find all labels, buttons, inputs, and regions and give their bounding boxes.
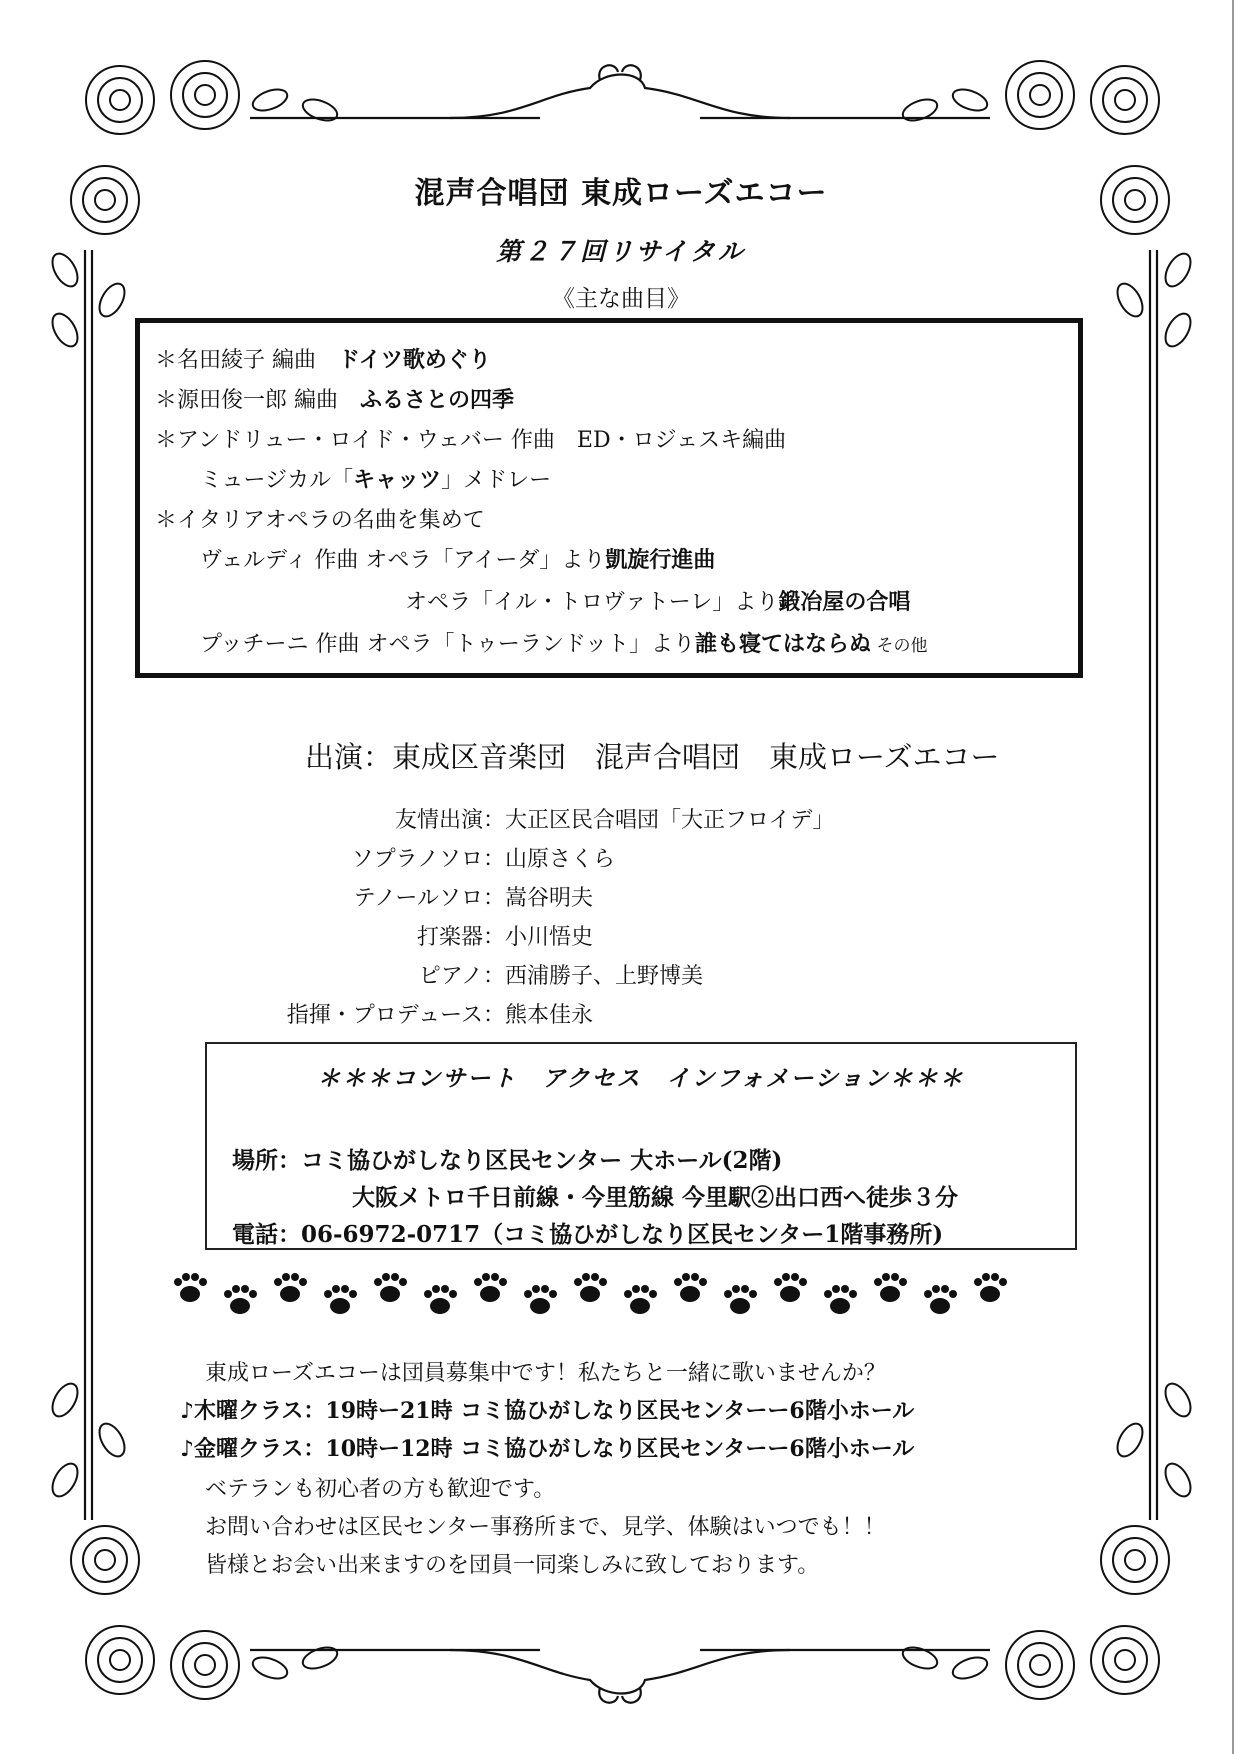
program-line: ミュージカル「キャッツ」メドレー xyxy=(200,467,552,493)
program-line: オペラ「イル・トロヴァトーレ」より鍛冶屋の合唱 xyxy=(405,589,911,615)
program-line: ＊イタリアオペラの名曲を集めて xyxy=(155,508,485,533)
phone-line: 電話：06-6972-0717（コミ協ひがしなり区民センター1階事務所) xyxy=(232,1221,944,1248)
class-friday: ♪金曜クラス：10時ー12時 コミ協ひがしなり区民センターー6階小ホール xyxy=(180,1436,915,1462)
class-thursday: ♪木曜クラス：19時ー21時 コミ協ひがしなり区民センターー6階小ホール xyxy=(180,1398,915,1424)
performer-name: 山原さくら xyxy=(505,847,616,872)
route-line: 大阪メトロ千日前線・今里筋線 今里駅②出口西へ徒歩３分 xyxy=(352,1184,959,1211)
venue-line: 場所：コミ協ひがしなり区民センター 大ホール(2階) xyxy=(232,1147,783,1174)
recital-title: 第２７回リサイタル xyxy=(496,237,746,266)
access-title: ＊＊＊コンサート アクセス インフォメーション＊＊＊ xyxy=(317,1065,965,1092)
performer-row xyxy=(0,842,616,873)
program-line: プッチーニ 作曲 オペラ「トゥーランドット」より誰も寝てはならぬ その他 xyxy=(200,631,928,657)
performer-name: 熊本佳永 xyxy=(505,1003,594,1028)
program-heading: 《主な曲目》 xyxy=(552,286,690,312)
program-line: ＊源田俊一郎 編曲 ふるさとの四季 xyxy=(155,387,515,413)
program-box xyxy=(135,318,1083,678)
performer-role: テノールソロ： xyxy=(353,886,505,911)
performer-name: 小川悟史 xyxy=(505,925,594,950)
performer-name: 嵩谷明夫 xyxy=(505,886,594,911)
program-line: ＊アンドリュー・ロイド・ウェバー 作曲 ED・ロジェスキ編曲 xyxy=(155,428,787,453)
welcome-text: ベテランも初心者の方も歓迎です。 xyxy=(205,1477,556,1502)
program-line: ヴェルディ 作曲 オペラ「アイーダ」より凱旋行進曲 xyxy=(200,547,716,573)
program-line: ＊名田綾子 編曲 ドイツ歌めぐり xyxy=(155,347,491,373)
closing-text: 皆様とお会い出来ますのを団員一同楽しみに致しております。 xyxy=(205,1553,820,1578)
performer-name: 西浦勝子、上野博美 xyxy=(505,964,704,989)
performer-name: 大正区民合唱団「大正フロイデ」 xyxy=(505,808,835,833)
performer-role: 指揮・プロデュース： xyxy=(286,1003,505,1028)
recruit-lead: 東成ローズエコーは団員募集中です！私たちと一緒に歌いませんか？ xyxy=(205,1361,886,1386)
performer-row xyxy=(0,959,704,990)
choir-title: 混声合唱団 東成ローズエコー xyxy=(414,176,828,211)
performer-role: 打楽器： xyxy=(416,925,505,950)
paw-print-divider xyxy=(170,1268,1070,1318)
performer-row xyxy=(0,998,594,1029)
access-info-box xyxy=(205,1042,1077,1250)
performer-role: ソプラノソロ： xyxy=(351,847,505,872)
performer-row xyxy=(0,920,594,951)
performer-row xyxy=(0,881,594,912)
performer-role: ピアノ： xyxy=(418,964,505,989)
performer-role: 友情出演： xyxy=(394,808,505,833)
inquiry-text: お問い合わせは区民センター事務所まで、見学、体験はいつでも！！ xyxy=(205,1515,886,1540)
performers-main: 出演：東成区音楽団 混声合唱団 東成ローズエコー xyxy=(305,740,1000,774)
performer-row xyxy=(0,803,835,834)
